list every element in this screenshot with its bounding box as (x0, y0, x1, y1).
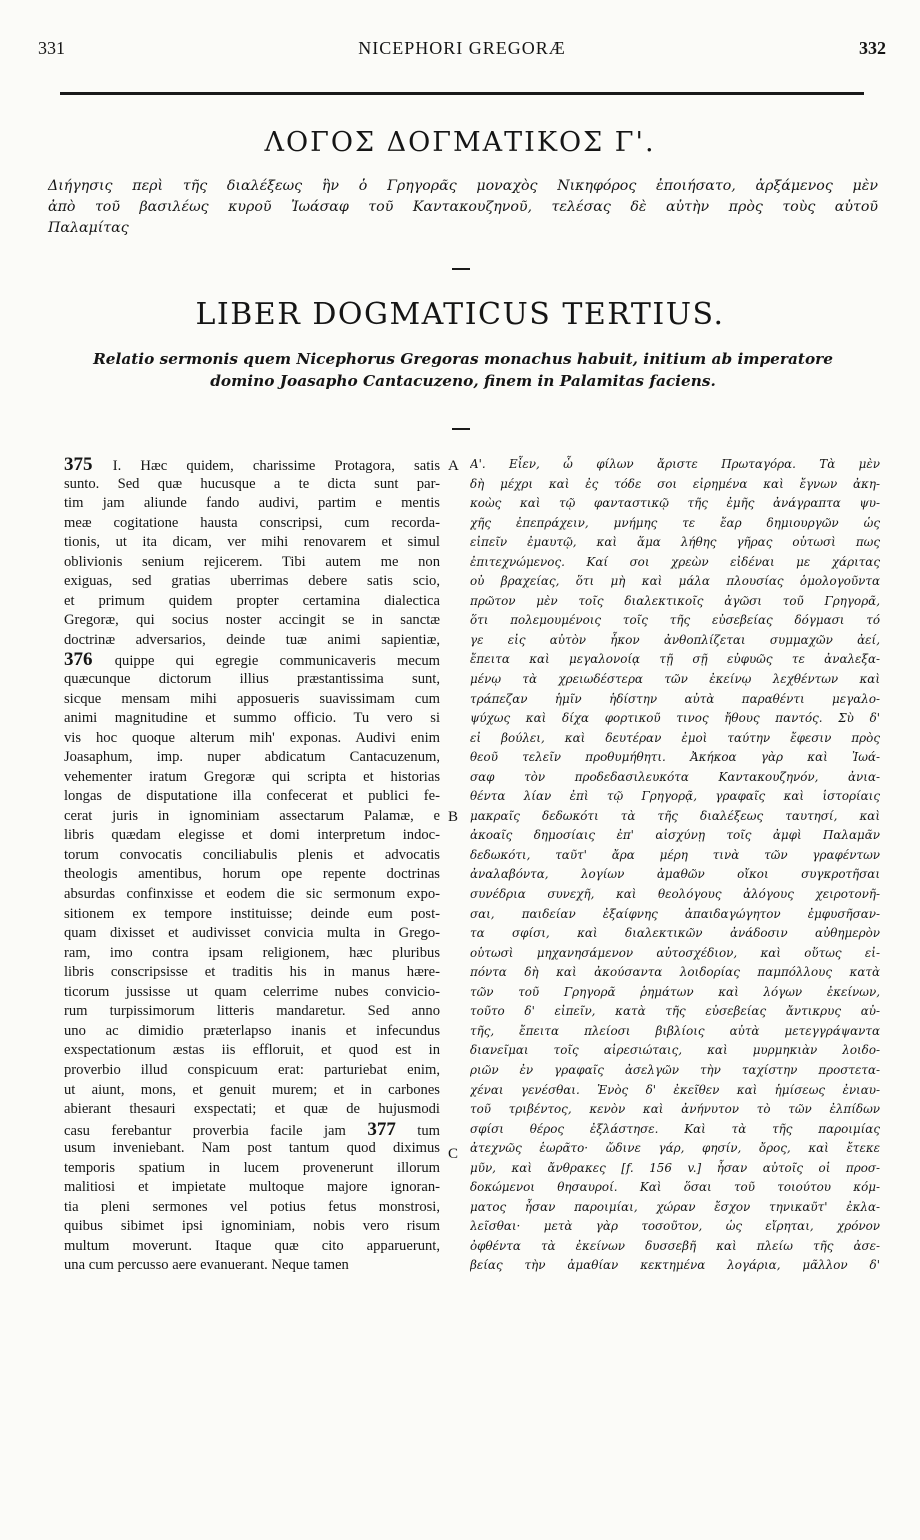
margin-letter-c: C (448, 1146, 459, 1162)
latin-line-text: quam dixisset et audivisset convicia multa in Grego- (64, 925, 440, 942)
latin-line-text: Gregoræ, qui socius noster accingit se in sanctæ (64, 612, 440, 629)
greek-text-line: τράπεζαν ἡμῖν ἡδίστην αὐτὰ παραθέντι μεγαλο- (470, 691, 880, 706)
latin-text-line (64, 1198, 440, 1218)
greek-book-title: ΛΟΓΟΣ ΔΟΓΜΑΤΙΚΟΣ Γ'. (264, 127, 656, 158)
latin-line-text: uno ac dimidio præterlapso inanis et infecundus (64, 1022, 440, 1039)
latin-text-line (64, 1256, 440, 1276)
greek-text-line: οὑτωσὶ μηχανησάμενον αὐτοσχέδιον, καὶ οὕτως εἰ- (470, 945, 880, 960)
latin-line-text: exspectationum æstas iis effloruit, et quod est in (64, 1042, 440, 1059)
latin-text-line (64, 768, 440, 788)
latin-column (64, 455, 440, 1276)
latin-line-text: cerat juris in ignominiam assectarum Palamæ, e (64, 807, 440, 824)
latin-line-text: libris quædam elegisse et domi interpretum indoc- (64, 827, 440, 844)
greek-text-line: διανεῖμαι τοῖς αἱρεσιώταις, καὶ μυρμηκιὰν λοιδο- (470, 1043, 880, 1058)
latin-line-text: una cum percusso aere evanuerant. Neque tamen (64, 1257, 349, 1274)
latin-line-text: oblivionis senium rejicerem. Tibi autem me non (64, 553, 440, 570)
latin-text-line (64, 1217, 440, 1237)
latin-text-line (64, 650, 440, 670)
latin-line-text: quæcunque dictorum illius præstantissima sunt, (64, 671, 440, 688)
latin-text-line (64, 690, 440, 710)
latin-line-text: ut aiunt, mons, et genuit murem; et in carbones (64, 1081, 440, 1098)
latin-text-line (64, 1061, 440, 1081)
latin-text-line (64, 631, 440, 651)
greek-text-line: δὴ μέχρι καὶ ἐς τόδε σοι εἰρημένα καὶ ἔγνων ἀκη- (470, 476, 880, 491)
greek-text-line: τῶν τοῦ Γρηγορᾶ ῥημάτων καὶ λόγων ἐκείνων, (470, 984, 880, 999)
greek-text-line: δεδωκότι, ταῦτ' ἄρα μέρη τινὰ τῶν γραφέντων (470, 847, 880, 862)
greek-text-line: ὅτι πολεμουμένοις τοῖς τῆς εὐσεβείας δόγμασι τό (470, 613, 880, 628)
greek-text-line: σαφ τὸν προδεδασιλευκότα Καντακουζηνόν, ἀνια- (470, 769, 880, 784)
greek-text-line: ὀφθέντα τὰ ἐκείνων δυσσεβῆ καὶ πλείω τῆς ἀσε- (470, 1238, 880, 1253)
latin-text-line (64, 572, 440, 592)
latin-line-text: quippe qui egregie communicaveris mecum (114, 653, 440, 670)
greek-text-line: ἀναλαβόντα, λογίων ἀμαθῶν οἴκοι συγκροτῆσαι (470, 867, 880, 882)
latin-summary-line: Relatio sermonis quem Nicephorus Gregoras monachus habuit, initium ab imperatore (93, 350, 833, 368)
latin-text-line (64, 983, 440, 1003)
greek-summary-line: Παλαμίτας (48, 220, 129, 236)
greek-summary (48, 176, 878, 239)
greek-text-line: Α'. Εἶεν, ὦ φίλων ἄριστε Πρωταγόρα. Τὰ μὲν (470, 457, 880, 471)
latin-line-text: ticorum jussisse ut quam celerrime nubes convicio- (64, 983, 440, 1000)
latin-line-text: sitionem ex tempore instituisse; deinde eum post- (64, 905, 440, 922)
header-rule (60, 92, 864, 95)
latin-line-text: et primum quidem propter certamina dialectica (64, 592, 440, 609)
greek-text-line: σφίσι θέρος ἐξλάστησε. Καὶ τὰ τῆς παροιμίας (470, 1121, 880, 1136)
left-page-number: 331 (38, 38, 65, 58)
greek-text-line: βείας τὴν ἀμαθίαν κεκτημένα λογάρια, μᾶλλον δ' (470, 1258, 880, 1273)
latin-line-text: vehementer iratum Gregoræ qui scripta et historias (64, 768, 440, 785)
latin-line-text: theologis amentibus, horum ope repente doctrinas (64, 866, 440, 883)
greek-text-line: ἀτεχνῶς ἑωρᾶτο· ὤδινε γάρ, φησίν, ὄρος, καὶ ἔτεκε (470, 1141, 880, 1156)
latin-text-line (64, 1237, 440, 1257)
greek-text-line: χέναι γενέσθαι. Ἑνὸς δ' ἐκεῖθεν καὶ ἡμίσεως ἐνιαυ- (470, 1082, 880, 1097)
latin-text-line (64, 1081, 440, 1101)
latin-line-text: malitiosi et impietate multoque majore ignoran- (64, 1179, 440, 1196)
latin-line-text: longas de disputatione illa confecerat et publici fe- (64, 788, 440, 805)
greek-summary-line: ἀπὸ τοῦ βασιλέως κυροῦ Ἰωάσαφ τοῦ Καντακουζηνοῦ, τελέσας δὲ αὐτὴν πρὸς τοὺς αὐτοῦ (48, 199, 878, 215)
latin-summary (46, 348, 880, 392)
latin-line-text: vis hoc quoque alterum mih' exponas. Audivi enim (64, 729, 440, 746)
latin-text-line (64, 787, 440, 807)
latin-line-text: quibus sibimet ipsi ignominiam, nobis vero risum (64, 1218, 440, 1235)
greek-text-line: θέντα λίαν ἐπὶ τῷ Γρηγορᾷ, γραφαῖς καὶ ἱστορίαις (470, 789, 880, 804)
greek-text-line: σαι, παιδείαν ἐξαίφνης ἀπαιδαγώγητον ἐμφυσῆσαν- (470, 906, 880, 921)
margin-letter-b: B (448, 809, 459, 825)
greek-text-line: εἰπεῖν ἐμαυτῷ, καὶ ἅμα λήθης γῆρας οὑτωσὶ πως (470, 535, 880, 550)
greek-text-line: ψύχως καὶ δίχα φορτικοῦ τινος ἤθους παντός. Σὺ δ' (470, 711, 880, 726)
latin-text-line (64, 729, 440, 749)
greek-text-line: οὐ βραχείας, ὅτι μὴ καὶ μάλα πλουσίας ὁμολογοῦντα (470, 574, 880, 589)
latin-line-text: meæ cogitatione hausta conscripsi, cum recorda- (64, 514, 440, 531)
latin-text-line (64, 455, 440, 475)
separator-dash (452, 268, 470, 270)
latin-line-text: I. Hæc quidem, charissime Protagora, satis (112, 458, 440, 474)
greek-text-line: πόντα δὴ καὶ ἀκούσαντα λοιδορίας παμπόλλους κατὰ (470, 965, 880, 980)
latin-line-text: ram, imo contra ipsam religionem, hæc pluribus (64, 944, 440, 961)
latin-text-line (64, 944, 440, 964)
latin-text-line (64, 1139, 440, 1159)
latin-text-line (64, 1002, 440, 1022)
column-number-marker: 375 (64, 455, 113, 475)
greek-text-line: μῦν, καὶ ἄνθρακες [f. 156 v.] ἦσαν αὐτοῖς οἱ προσ- (470, 1160, 880, 1175)
latin-text-line (64, 1022, 440, 1042)
greek-text-line: ἐπιτεχνώμενος. Καί σοι χρεὼν εἰδέναι με χάριτας (470, 554, 880, 569)
latin-line-text: exiguas, sed gratias uberrimas debere satis scio, (64, 573, 440, 590)
latin-text-line (64, 963, 440, 983)
latin-line-text: usum inveniebant. Nam post tantum quod diximus (64, 1140, 440, 1157)
latin-line-text: animi magnitudine et summo officio. Tu vero si (64, 710, 440, 727)
greek-text-line: ματος ἦσαν παροιμίαι, χώραν ἔσχον τηνικαῦτ' ἐκλα- (470, 1199, 880, 1214)
column-number-marker: 377 (367, 1119, 396, 1140)
latin-text-line (64, 533, 440, 553)
greek-summary-line: Διήγησις περὶ τῆς διαλέξεως ἣν ὁ Γρηγορᾶς μοναχὸς Νικηφόρος ἐποιήσατο, ἀρξάμενος μὲν (48, 178, 878, 194)
latin-text-line (64, 709, 440, 729)
latin-text-line (64, 670, 440, 690)
right-page-number: 332 (859, 38, 886, 58)
greek-text-line: θεοῦ τελεῖν προθυμήθητι. Ἀκήκοα γὰρ καὶ Ἰωά- (470, 750, 880, 765)
latin-line-text: absurdas confinxisse et eodem die sic sermonum expo- (64, 886, 440, 903)
latin-text-line (64, 475, 440, 495)
margin-letter-a: A (448, 458, 459, 474)
latin-line-text: doctrinæ adversarios, deinde tuæ animi sapientiæ, (64, 631, 440, 648)
latin-text-line (64, 885, 440, 905)
greek-text-line: κοὼς καὶ τῷ φανταστικῷ τῆς ἐμῆς ἀνάγραπτα ψυ- (470, 496, 880, 511)
latin-line-text: tum (395, 1122, 440, 1139)
latin-text-line (64, 846, 440, 866)
running-title: NICEPHORI GREGORÆ (358, 38, 566, 58)
greek-text-line: εἰ βούλει, καὶ δευτέραν ἐμοὶ ταύτην ἔφεσιν πρὸς (470, 730, 880, 745)
latin-text-line (64, 553, 440, 573)
greek-text-line: ἔπειτα καὶ μεγαλονοίᾳ τῇ σῇ εὐφυῶς τε ἀναλεξα- (470, 652, 880, 667)
latin-line-text: multum moverunt. Itaque quæ cito apparuerunt, (64, 1237, 440, 1254)
greek-text-line: γε εἰς αὐτὸν ἧκον ἀνθοπλίζεται συμμαχῶν ἀεί, (470, 632, 880, 647)
latin-line-text: casu ferebantur proverbia facile jam (64, 1122, 346, 1139)
greek-text-line: τῆς, ἔπειτα πλείοσι βιβλίοις αὐτὰ μετεγγράψαντα (470, 1023, 880, 1038)
greek-text-line: συνέδρια συνεχῆ, καὶ θεολόγους ἀλόγους χειροτονῆ- (470, 887, 880, 902)
greek-text-line: ἀκοαῖς δημοσίαις ἐπ' αἰσχύνῃ τοῖς ἀμφὶ Παλαμᾶν (470, 828, 880, 843)
latin-line-text: Joasaphum, imp. nuper abdicatum Cantacuzenum, (64, 749, 440, 766)
latin-line-text: proverbio illud conspicuum erat: parturiebat enim, (64, 1061, 440, 1078)
latin-line-text: sunto. Sed quæ hucusque a te dicta sunt par- (64, 475, 440, 492)
greek-column (470, 455, 880, 1276)
latin-text-line (64, 748, 440, 768)
latin-line-text: tionis, ut ita dicam, ver mihi renovarem et simul (64, 534, 440, 551)
greek-text-line: χῆς ἐπεπράχειν, μνήμης τε ἔαρ δημιουργῶν ὡς (470, 515, 880, 530)
latin-text-line (64, 865, 440, 885)
greek-text-line: πρῶτον μὲν τοῖς διαλεκτικοῖς ἀγῶσι τοῦ Γρηγορᾶ, (470, 593, 880, 608)
greek-text-line: μένῳ τὰ χρειωδέστερα τῶν ἐκείνῳ λεχθέντων καὶ (470, 672, 880, 687)
latin-text-line (64, 1159, 440, 1179)
greek-text-line: τα σφίσι, καὶ διαλεκτικῶν ἀνάδοσιν αὐθημερὸν (470, 926, 880, 941)
latin-text-line (64, 1120, 440, 1140)
latin-text-line (64, 807, 440, 827)
latin-book-title: LIBER DOGMATICUS TERTIUS. (195, 297, 725, 332)
latin-line-text: sicque mensam mihi apposueris suavissimam cum (64, 690, 440, 707)
greek-text-line: δοκώμενοι θησαυροί. Καὶ ὅσαι τοῦ τοιούτου κόμ- (470, 1180, 880, 1195)
latin-text-line (64, 592, 440, 612)
latin-text-line (64, 924, 440, 944)
separator-dash (452, 428, 470, 430)
column-number-marker: 376 (64, 650, 115, 671)
latin-line-text: abierant thesauri exspectati; et quæ de hujusmodi (64, 1101, 440, 1118)
greek-text-line: μακραῖς δεδωκότι τὰ τῆς διαλέξεως ταυτησί, καὶ (470, 808, 880, 823)
latin-line-text: rum turpissimorum litteris mandaretur. Sed anno (64, 1003, 440, 1020)
running-head (38, 28, 886, 62)
latin-text-line (64, 1100, 440, 1120)
latin-text-line (64, 494, 440, 514)
latin-text-line (64, 1178, 440, 1198)
latin-line-text: tia pleni sermones vel potius fetus monstrosi, (64, 1198, 440, 1215)
greek-text-line: τοῦ τριβέντος, κενὸν καὶ ἀνήνυτον τὸ τῶν ἐλπίδων (470, 1102, 880, 1117)
latin-text-line (64, 611, 440, 631)
latin-text-line (64, 905, 440, 925)
latin-line-text: tim jam aliunde fando audivi, partim e mentis (64, 495, 440, 512)
latin-text-line (64, 826, 440, 846)
greek-text-line: λεῖσθαι· μετὰ γὰρ τοσοῦτον, ὡς εἴρηται, χρόνον (470, 1219, 880, 1234)
latin-text-line (64, 514, 440, 534)
greek-text-line: τοῦτο δ' εἰπεῖν, κατὰ τῆς εὐσεβείας ἄντικρυς αὐ- (470, 1004, 880, 1019)
latin-line-text: torum convocatis conciliabulis plenis et advocatis (64, 846, 440, 863)
latin-text-line (64, 1041, 440, 1061)
greek-text-line: ριῶν ἐν γραφαῖς ἀσελγῶν τὴν ταχίστην προστετα- (470, 1062, 880, 1077)
latin-summary-line: domino Joasapho Cantacuzeno, finem in Palamitas faciens. (210, 372, 716, 390)
latin-line-text: libris conscripsisse et traditis his in manus hære- (64, 964, 440, 981)
latin-line-text: temporis spatium in lucem provenerunt illorum (64, 1159, 440, 1176)
